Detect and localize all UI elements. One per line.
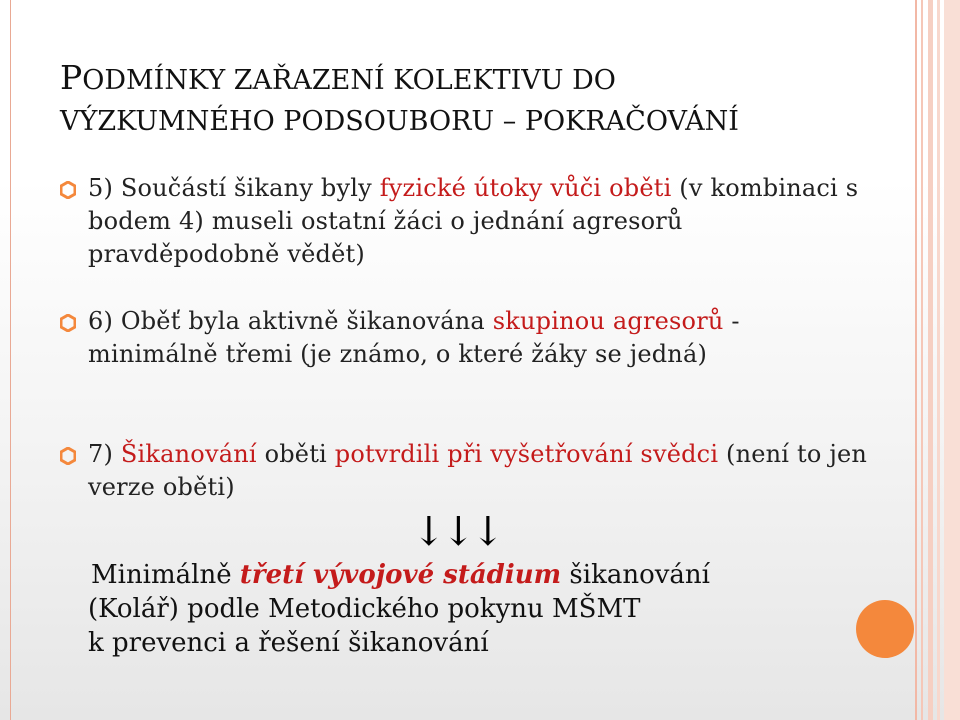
bullet-icon (60, 181, 76, 199)
decor-stripe (915, 0, 917, 720)
decor-stripe (937, 0, 940, 720)
conclusion-text-part: Minimálně (91, 560, 240, 590)
conclusion-line1 (88, 558, 888, 592)
conclusion-line2: (Kolář) podle Metodického pokynu MŠMT (88, 594, 641, 624)
conclusion-emphasis: třetí vývojové stádium (239, 560, 562, 590)
item-text: 7) (88, 440, 121, 468)
title-line2: VÝZKUMNÉHO PODSOUBORU – POKRAČOVÁNÍ (60, 106, 739, 137)
bullet-icon (60, 447, 76, 465)
item-highlight: Šikanování (120, 440, 257, 468)
item-text: (není to jen verze oběti) (88, 440, 868, 501)
list-item (88, 438, 868, 504)
item-highlight: potvrdili při vyšetřování svědci (334, 440, 719, 468)
decor-stripe (921, 0, 923, 720)
item-highlight: skupinou agresorů (492, 307, 724, 335)
item-text: 5) Součástí šikany byly (88, 174, 380, 202)
item-text: 6) Oběť byla aktivně šikanována (88, 307, 493, 335)
left-border-line (10, 0, 11, 720)
slide-title (60, 57, 880, 142)
item-highlight: fyzické útoky vůči oběti (379, 174, 672, 202)
decor-stripe (928, 0, 933, 720)
bullet-icon (60, 314, 76, 332)
item-text: - minimálně třemi (je známo, o které žáky se jedná) (88, 307, 740, 368)
title-first-letter: P (60, 58, 83, 97)
decor-stripe (944, 0, 960, 720)
list-item (88, 172, 868, 271)
item-text: oběti (256, 440, 335, 468)
conclusion-text (88, 558, 888, 660)
list-item (88, 305, 868, 371)
item-text: (v kombinaci s bodem 4) museli ostatní žáci o jednání agresorů pravděpodobně vědět) (88, 174, 859, 268)
conclusion-line3: k prevenci a řešení šikanování (88, 628, 489, 658)
down-arrows-icon: ↓↓↓ (412, 509, 501, 555)
title-line1: ODMÍNKY ZAŘAZENÍ KOLEKTIVU DO (82, 65, 616, 96)
conclusion-text-part: šikanování (561, 560, 710, 590)
